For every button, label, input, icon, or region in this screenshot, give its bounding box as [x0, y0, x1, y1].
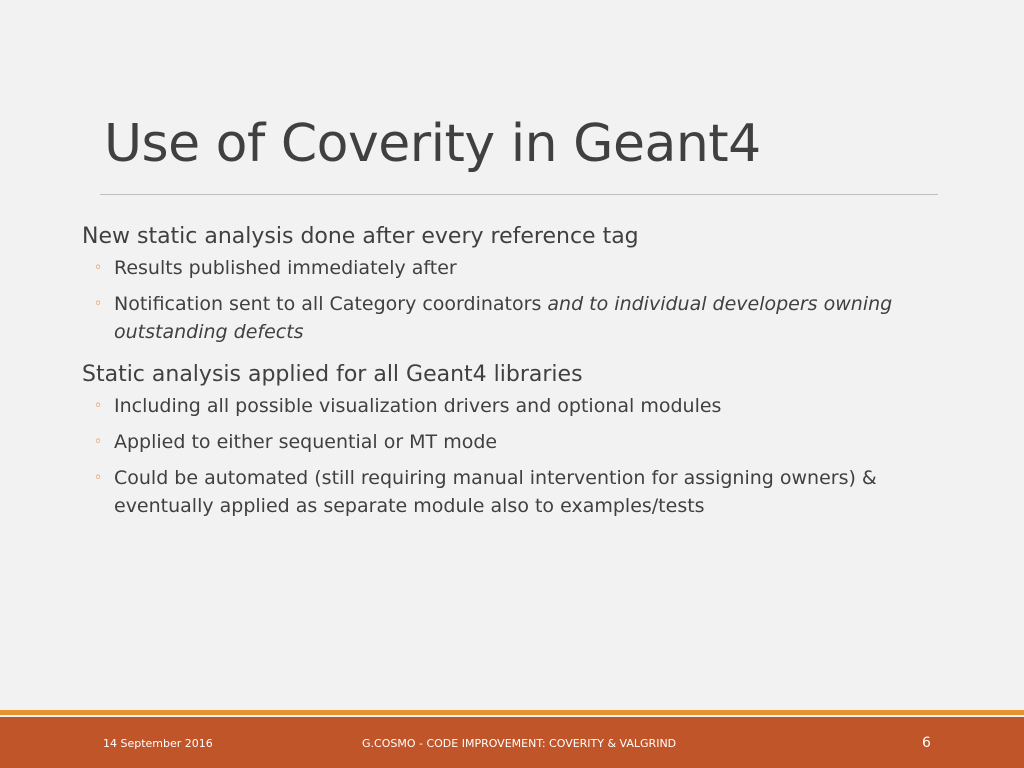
page-number: 6: [922, 735, 931, 751]
bullet-item: [82, 254, 962, 282]
bullet-circle-icon: ◦: [94, 470, 103, 486]
bullet-emphasis: and to individual developers owning outstanding defects: [114, 293, 893, 343]
footer-accent-line: [0, 710, 1024, 715]
bullet-text: Notification sent to all Category coordinators: [114, 293, 548, 315]
section-1-heading: New static analysis done after every reference tag: [82, 224, 639, 249]
section-2-heading: Static analysis applied for all Geant4 libraries: [82, 362, 583, 387]
section-1: [82, 222, 962, 346]
footer-date: 14 September 2016: [103, 737, 213, 750]
bullet-circle-icon: ◦: [94, 398, 103, 414]
bullet-circle-icon: ◦: [94, 434, 103, 450]
slide-title: Use of Coverity in Geant4: [104, 114, 761, 174]
section-2-bullets: [82, 392, 962, 520]
slide-body: [82, 222, 962, 528]
bullet-text: Including all possible visualization drivers and optional modules: [114, 395, 722, 417]
footer-band: [0, 717, 1024, 768]
bullet-text: Applied to either sequential or MT mode: [114, 431, 498, 453]
section-1-bullets: [82, 254, 962, 346]
bullet-item: [82, 392, 962, 420]
bullet-item: [82, 464, 962, 520]
footer-title: G.COSMO - CODE IMPROVEMENT: COVERITY & VALGRIND: [362, 737, 677, 750]
bullet-item: [82, 428, 962, 456]
bullet-item: [82, 290, 962, 346]
bullet-circle-icon: ◦: [94, 296, 103, 312]
bullet-circle-icon: ◦: [94, 260, 103, 276]
section-2: [82, 360, 962, 520]
title-divider: [100, 194, 938, 195]
bullet-text: Results published immediately after: [114, 257, 457, 279]
bullet-text: Could be automated (still requiring manual intervention for assigning owners) & eventually applied as separate module also to examples/tests: [114, 467, 877, 517]
